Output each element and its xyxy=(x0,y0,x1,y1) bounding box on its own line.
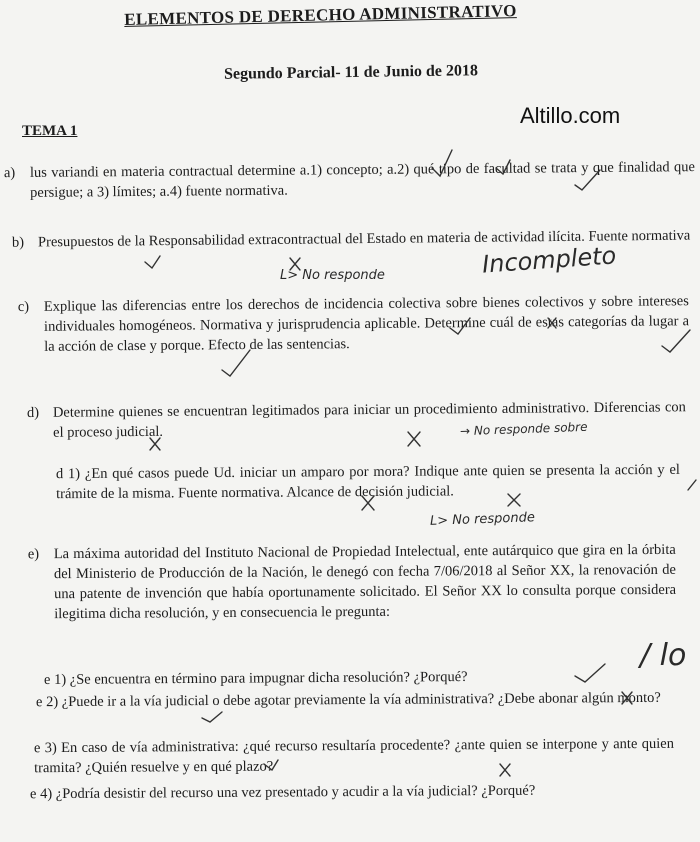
check-mark xyxy=(688,480,696,490)
exam-title: ELEMENTOS DE DERECHO ADMINISTRATIVO xyxy=(124,1,517,29)
question-d1 xyxy=(56,460,680,504)
question-e3 xyxy=(34,734,674,778)
handwritten-note-d: → No responde sobre xyxy=(459,419,588,439)
question-text: lus variandi en materia contractual determine a.1) concepto; a.2) qué tipo de facultad se trata y que finalidad que persigue; a 3) límites; a.4) fuente normativa. xyxy=(29,159,695,201)
handwritten-note-b: L> No responde xyxy=(280,268,385,283)
handwritten-grade-b: Incompleto xyxy=(481,241,618,279)
handwritten-mark-e: / lo xyxy=(640,638,687,673)
question-text: La máxima autoridad del Instituto Nacional de Propiedad Intelectual, ente autárquico que gira en la órbita del Ministerio de Producción de la Nación, le denegó con fecha 7/06/2018 al Señor XX, la renovación de una patente de invención que había oportunamente solicitado. El Señor XX lo consulta porque considera ilegitima dicha resolución, y en consecuencia le pregunta: xyxy=(53,541,677,623)
question-letter: d 1) xyxy=(55,466,81,483)
question-a xyxy=(3,157,695,203)
question-letter: b) xyxy=(11,234,25,251)
question-e1 xyxy=(44,666,604,690)
question-text: e 2) ¿Puede ir a la vía judicial o debe agotar previamente la vía administrativa? ¿Debe abonar algún monto? xyxy=(35,689,661,711)
question-e2 xyxy=(36,688,676,712)
question-e4 xyxy=(30,780,674,804)
question-text: Determine quienes se encuentran legitimados para iniciar un procedimiento administrativo. Diferencias con el proceso judicial. xyxy=(52,399,686,441)
question-text: ¿En qué casos puede Ud. iniciar un amparo por mora? Indique ante quien se presenta la acción y el trámite de la misma. Fuente normativa. Alcance de decisión judicial. xyxy=(56,461,680,503)
question-text: e 3) En caso de vía administrativa: ¿qué recurso resultaría procedente? ¿ante quien se interpone y ante quien tramita? ¿Quién resuelve y en qué plazo? xyxy=(33,735,674,777)
question-text: Explique las diferencias entre los derechos de incidencia colectiva sobre bienes colectivos y sobre intereses individuales homogéneos. Normativa y jurisprudencia aplicable. Determine cuál de estas categorías da lugar a la acción de clase y porque. Efecto de las sentencias. xyxy=(43,293,690,355)
question-letter: e) xyxy=(27,546,40,563)
question-text: e 4) ¿Podría desistir del recurso una vez presentado y acudir a la vía judicial? ¿Porqué? xyxy=(29,782,536,803)
handwritten-note-d1: L> No responde xyxy=(429,510,536,529)
check-mark xyxy=(202,712,222,722)
question-d xyxy=(26,397,686,443)
question-letter: d) xyxy=(26,404,40,421)
question-c xyxy=(17,291,690,357)
section-heading: TEMA 1 xyxy=(22,123,78,139)
question-e xyxy=(27,540,677,624)
exam-subtitle: Segundo Parcial- 11 de Junio de 2018 xyxy=(223,62,479,83)
question-text: Presupuestos de la Responsabilidad extracontractual del Estado en materia de actividad ilícita. Fuente normativa xyxy=(37,227,691,251)
question-text: e 1) ¿Se encuentra en término para impugnar dicha resolución? ¿Porqué? xyxy=(43,668,468,688)
question-letter: a) xyxy=(3,165,16,182)
check-mark xyxy=(145,256,160,268)
watermark: Altillo.com xyxy=(520,103,621,128)
question-letter: c) xyxy=(17,298,30,316)
